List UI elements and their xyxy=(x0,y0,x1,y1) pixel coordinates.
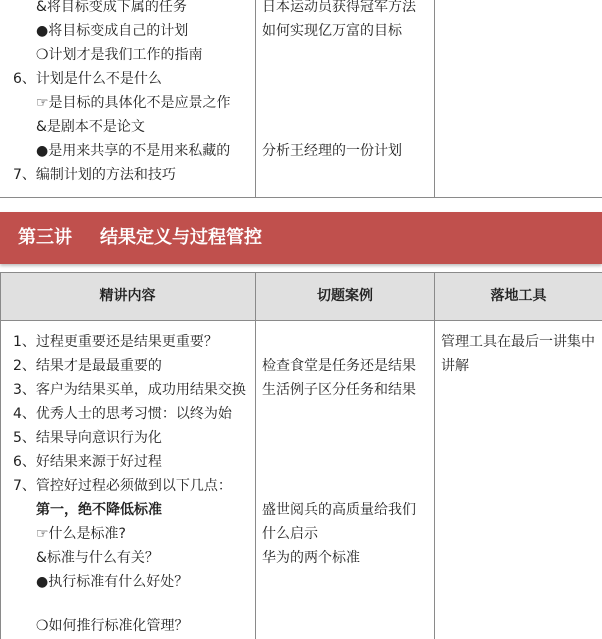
content-line: 2、结果才是最最重要的 xyxy=(13,358,162,374)
content-line: ●将目标变成自己的计划 xyxy=(36,23,189,39)
tool-line: 讲解 xyxy=(441,358,469,374)
content-line: 6、计划是什么不是什么 xyxy=(13,71,162,87)
top-divider-1 xyxy=(255,0,256,198)
tool-line: 管理工具在最后一讲集中 xyxy=(441,334,595,350)
content-line-bold: 第一，绝不降低标准 xyxy=(36,502,162,518)
content-line: ☞是目标的具体化不是应景之作 xyxy=(36,95,231,111)
header-tools: 落地工具 xyxy=(490,288,547,304)
table-left-border xyxy=(0,272,1,639)
case-line: 华为的两个标准 xyxy=(262,550,360,566)
section-banner xyxy=(0,212,602,264)
header-content: 精讲内容 xyxy=(99,288,156,304)
top-divider-2 xyxy=(434,0,435,198)
content-line: 7、编制计划的方法和技巧 xyxy=(13,167,176,183)
case-line: 检查食堂是任务还是结果 xyxy=(262,358,416,374)
content-line: &将目标变成下属的任务 xyxy=(36,0,187,15)
case-line: 日本运动员获得冠军方法 xyxy=(262,0,416,15)
header-cases: 切题案例 xyxy=(317,288,373,304)
case-line: 分析王经理的一份计划 xyxy=(262,143,402,159)
bottom-divider-2 xyxy=(434,272,435,639)
header-bottom-border xyxy=(0,320,602,321)
case-line: 什么启示 xyxy=(262,526,318,542)
content-line: 7、管控好过程必须做到以下几点： xyxy=(13,478,232,494)
content-line: ●执行标准有什么好处？ xyxy=(36,574,189,590)
top-bottom-border xyxy=(0,197,602,198)
case-line: 如何实现亿万富的目标 xyxy=(262,23,402,39)
table-header-row xyxy=(0,272,602,320)
content-line: 5、结果导向意识行为化 xyxy=(13,430,162,446)
content-line: &是剧本不是论文 xyxy=(36,119,145,135)
table-top-border xyxy=(0,272,602,273)
content-line: 6、好结果来源于好过程 xyxy=(13,454,162,470)
section-number: 第三讲 xyxy=(18,227,72,248)
case-line: 盛世阅兵的高质量给我们 xyxy=(262,502,416,518)
content-line: ●是用来共享的不是用来私藏的 xyxy=(36,143,231,159)
content-line: 1、过程更重要还是结果更重要？ xyxy=(13,334,218,350)
content-line: 3、客户为结果买单，成功用结果交换 xyxy=(13,382,246,398)
content-line: ☞什么是标准? xyxy=(36,526,126,542)
content-line: 4、优秀人士的思考习惯：以终为始 xyxy=(13,406,232,422)
content-line: &标准与什么有关？ xyxy=(36,550,159,566)
bottom-divider-1 xyxy=(255,272,256,639)
content-line: ❍如何推行标准化管理？ xyxy=(36,618,189,634)
case-line: 生活例子区分任务和结果 xyxy=(262,382,416,398)
content-line: ❍计划才是我们工作的指南 xyxy=(36,47,203,63)
section-title: 结果定义与过程管控 xyxy=(100,227,262,248)
